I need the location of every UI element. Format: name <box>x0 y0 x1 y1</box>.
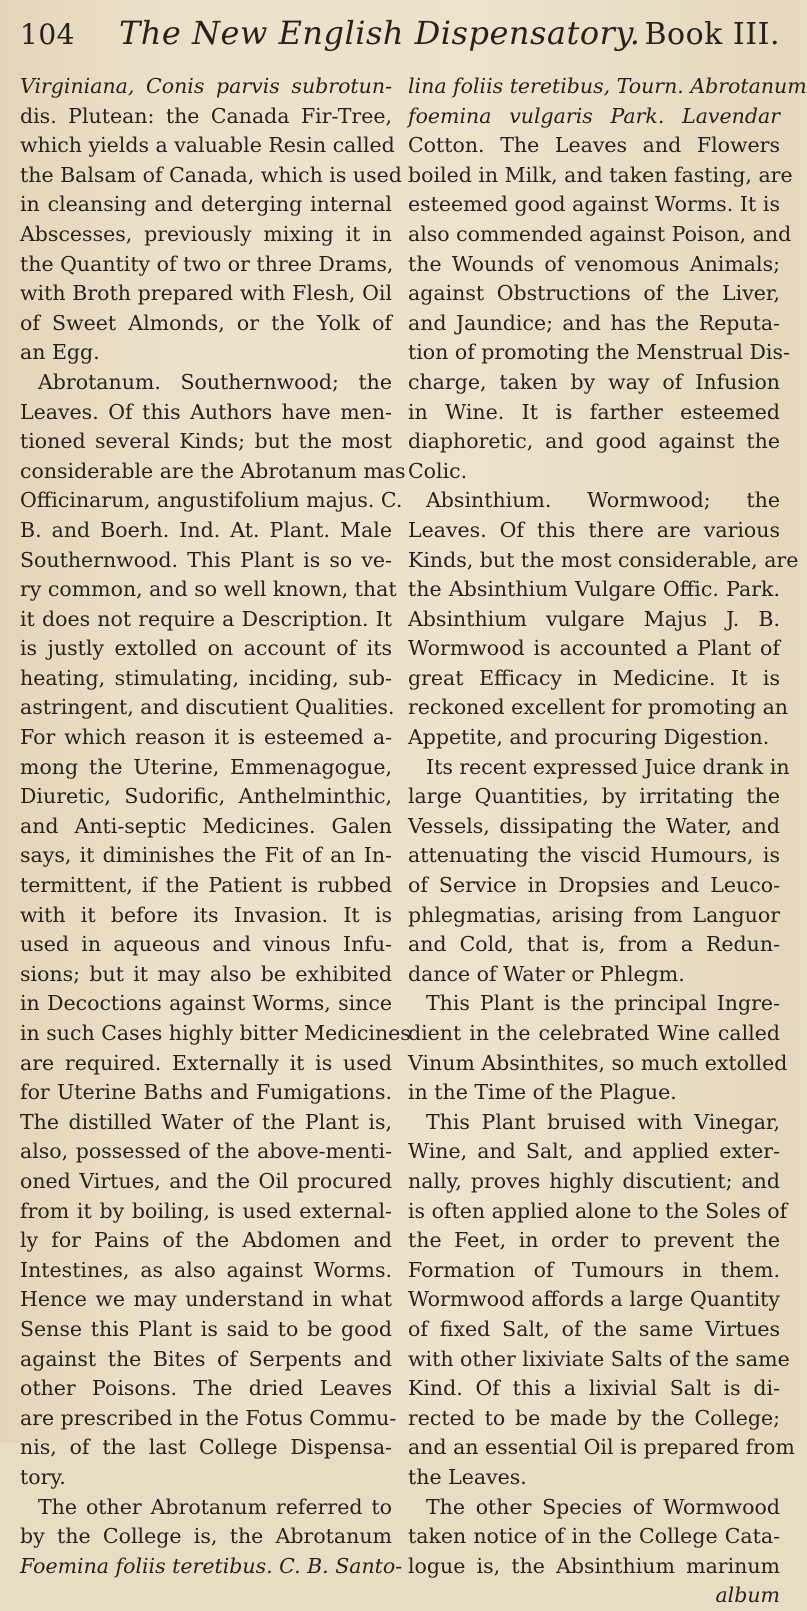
text-line: also commended against Poison, and <box>408 221 792 246</box>
text-line: also, possessed of the above-menti- <box>20 1139 392 1164</box>
text-line: the Balsam of Canada, which is used <box>20 162 402 187</box>
text-line: Kind. Of this a lixivial Salt is di- <box>408 1376 780 1401</box>
text-line: large Quantities, by irritating the <box>408 784 780 809</box>
text-line: the Feet, in order to prevent the <box>408 1228 780 1253</box>
text-line: oned Virtues, and the Oil procured <box>20 1168 392 1193</box>
text-line: The other Species of Wormwood <box>426 1494 780 1519</box>
text-line: Vessels, dissipating the Water, and <box>408 813 780 838</box>
text-line: it does not require a Description. It <box>20 606 392 631</box>
text-line: Leaves. Of this Authors have men- <box>20 399 392 424</box>
text-line: esteemed good against Worms. It is <box>408 192 780 217</box>
text-line: Kinds, but the most considerable, are <box>408 547 799 572</box>
text-line: Colic. <box>408 458 468 483</box>
running-title: The New English Dispensatory. <box>118 14 641 52</box>
text-line: Wormwood affords a large Quantity <box>408 1287 780 1312</box>
text-line: This Plant is the principal Ingre- <box>426 991 780 1016</box>
text-line: Formation of Tumours in them. <box>408 1257 780 1282</box>
text-line: in such Cases highly bitter Medicines <box>20 1021 411 1045</box>
text-line: foemina vulgaris Park. Lavendar <box>408 103 780 128</box>
text-line: and Anti-septic Medicines. Galen <box>20 813 392 838</box>
text-line: Appetite, and procuring Digestion. <box>408 725 770 750</box>
text-line: with other lixiviate Salts of the same <box>408 1346 790 1371</box>
text-line: in Decoctions against Worms, since <box>20 991 392 1016</box>
text-line: attenuating the viscid Humours, is <box>408 843 780 868</box>
text-columns <box>20 72 807 1608</box>
text-line: diaphoretic, and good against the <box>408 429 780 454</box>
catchword: album <box>715 1583 780 1608</box>
text-line: rected to be made by the College; <box>408 1405 780 1430</box>
text-line: and Jaundice; and has the Reputa- <box>408 310 780 335</box>
text-line: Abscesses, previously mixing it in <box>20 221 392 246</box>
text-line: by the College is, the Abrotanum <box>20 1524 392 1549</box>
text-line: Absinthium vulgare Majus J. B. <box>408 606 780 631</box>
text-line: Diuretic, Sudorific, Anthelminthic, <box>20 784 392 809</box>
text-line: nally, proves highly discutient; and <box>408 1168 780 1193</box>
text-line: termittent, if the Patient is rubbed <box>20 873 392 898</box>
text-line: says, it diminishes the Fit of an In- <box>20 843 392 868</box>
book-label: Book III. <box>644 17 780 52</box>
text-line: The distilled Water of the Plant is, <box>20 1109 392 1134</box>
text-line: of fixed Salt, of the same Virtues <box>408 1316 780 1341</box>
page-number: 104 <box>20 18 75 51</box>
text-line: Southernwood. This Plant is so ve- <box>20 547 392 572</box>
text-line: considerable are the Abrotanum mas <box>20 458 406 483</box>
text-line: great Efficacy in Medicine. It is <box>408 665 780 690</box>
text-line: Abrotanum. Southernwood; the <box>38 369 392 394</box>
text-line: the Wounds of venomous Animals; <box>408 251 780 276</box>
text-line: Officinarum, angustifolium majus. C. <box>20 488 403 513</box>
text-line: in the Time of the Plague. <box>408 1080 677 1105</box>
text-line: Wormwood is accounted a Plant of <box>408 636 780 661</box>
text-line: Wine, and Salt, and applied exter- <box>408 1139 780 1164</box>
text-line: mong the Uterine, Emmenagogue, <box>20 754 392 779</box>
text-line: against the Bites of Serpents and <box>20 1346 392 1371</box>
text-line: from it by boiling, is used external- <box>20 1198 392 1223</box>
text-line: which yields a valuable Resin called <box>20 133 395 158</box>
text-line: charge, taken by way of Infusion <box>408 369 780 394</box>
text-line: Its recent expressed Juice drank in <box>426 754 790 779</box>
text-line: nis, of the last College Dispensa- <box>20 1435 392 1460</box>
text-line: phlegmatias, arising from Languor <box>408 902 780 927</box>
text-line: an Egg. <box>20 340 100 365</box>
text-line: used in aqueous and vinous Infu- <box>20 932 392 957</box>
text-line: boiled in Milk, and taken fasting, are <box>408 162 793 187</box>
text-line: taken notice of in the College Cata- <box>408 1524 780 1549</box>
text-line: Foemina foliis teretibus. C. B. Santo- <box>20 1553 403 1578</box>
text-line: logue is, the Absinthium marinum <box>408 1553 780 1578</box>
text-line: Hence we may understand in what <box>20 1287 392 1312</box>
text-line: ry common, and so well known, that <box>20 577 397 602</box>
text-line: dis. Plutean: the Canada Fir-Tree, <box>20 103 392 128</box>
text-line: heating, stimulating, inciding, sub- <box>20 665 392 690</box>
text-line: sions; but it may also be exhibited <box>20 961 392 986</box>
text-line: ly for Pains of the Abdomen and <box>20 1228 392 1253</box>
text-line: the Absinthium Vulgare Offic. Park. <box>408 577 780 602</box>
text-line: and an essential Oil is prepared from <box>408 1435 795 1460</box>
running-head <box>20 14 780 66</box>
text-line: Leaves. Of this there are various <box>408 517 780 542</box>
text-line: in cleansing and deterging internal <box>20 192 392 217</box>
text-line: Sense this Plant is said to be good <box>20 1316 392 1341</box>
text-line: are prescribed in the Fotus Commu- <box>20 1405 397 1430</box>
text-line: the Leaves. <box>408 1464 527 1489</box>
text-line: tioned several Kinds; but the most <box>20 429 392 454</box>
text-line: with Broth prepared with Flesh, Oil <box>20 281 392 306</box>
left-column <box>20 72 411 1578</box>
text-line: in Wine. It is farther esteemed <box>408 399 780 424</box>
text-line: Virginiana, Conis parvis subrotun- <box>20 74 392 98</box>
text-line: of Service in Dropsies and Leuco- <box>408 873 780 898</box>
text-line: Vinum Absinthites, so much extolled <box>408 1050 788 1075</box>
text-line: dient in the celebrated Wine called <box>408 1021 780 1045</box>
text-line: B. and Boerh. Ind. At. Plant. Male <box>20 517 392 542</box>
text-line: This Plant bruised with Vinegar, <box>426 1109 780 1134</box>
text-line: against Obstructions of the Liver, <box>408 281 780 306</box>
text-line: astringent, and discutient Qualities. <box>20 695 395 720</box>
text-line: with it before its Invasion. It is <box>20 902 392 927</box>
text-line: tion of promoting the Menstrual Dis- <box>408 340 790 365</box>
text-line: are required. Externally it is used <box>20 1050 392 1075</box>
text-line: other Poisons. The dried Leaves <box>20 1376 392 1401</box>
text-line: reckoned excellent for promoting an <box>408 695 789 720</box>
text-line: For which reason it is esteemed a- <box>20 725 392 750</box>
text-line: dance of Water or Phlegm. <box>408 961 685 986</box>
text-line: tory. <box>20 1464 66 1489</box>
text-line: of Sweet Almonds, or the Yolk of <box>20 310 392 335</box>
text-line: Absinthium. Wormwood; the <box>426 488 780 513</box>
text-line: is justly extolled on account of its <box>20 636 392 661</box>
text-line: for Uterine Baths and Fumigations. <box>20 1080 392 1105</box>
text-line: and Cold, that is, from a Redun- <box>408 932 780 957</box>
text-line: the Quantity of two or three Drams, <box>20 251 394 276</box>
right-column <box>408 72 807 1608</box>
text-line: The other Abrotanum referred to <box>38 1494 392 1519</box>
text-line: lina foliis teretibus, Tourn. Abrotanum <box>408 74 807 98</box>
text-line: Cotton. The Leaves and Flowers <box>408 133 780 158</box>
text-line: is often applied alone to the Soles of <box>408 1198 788 1223</box>
text-line: Intestines, as also against Worms. <box>20 1257 392 1282</box>
